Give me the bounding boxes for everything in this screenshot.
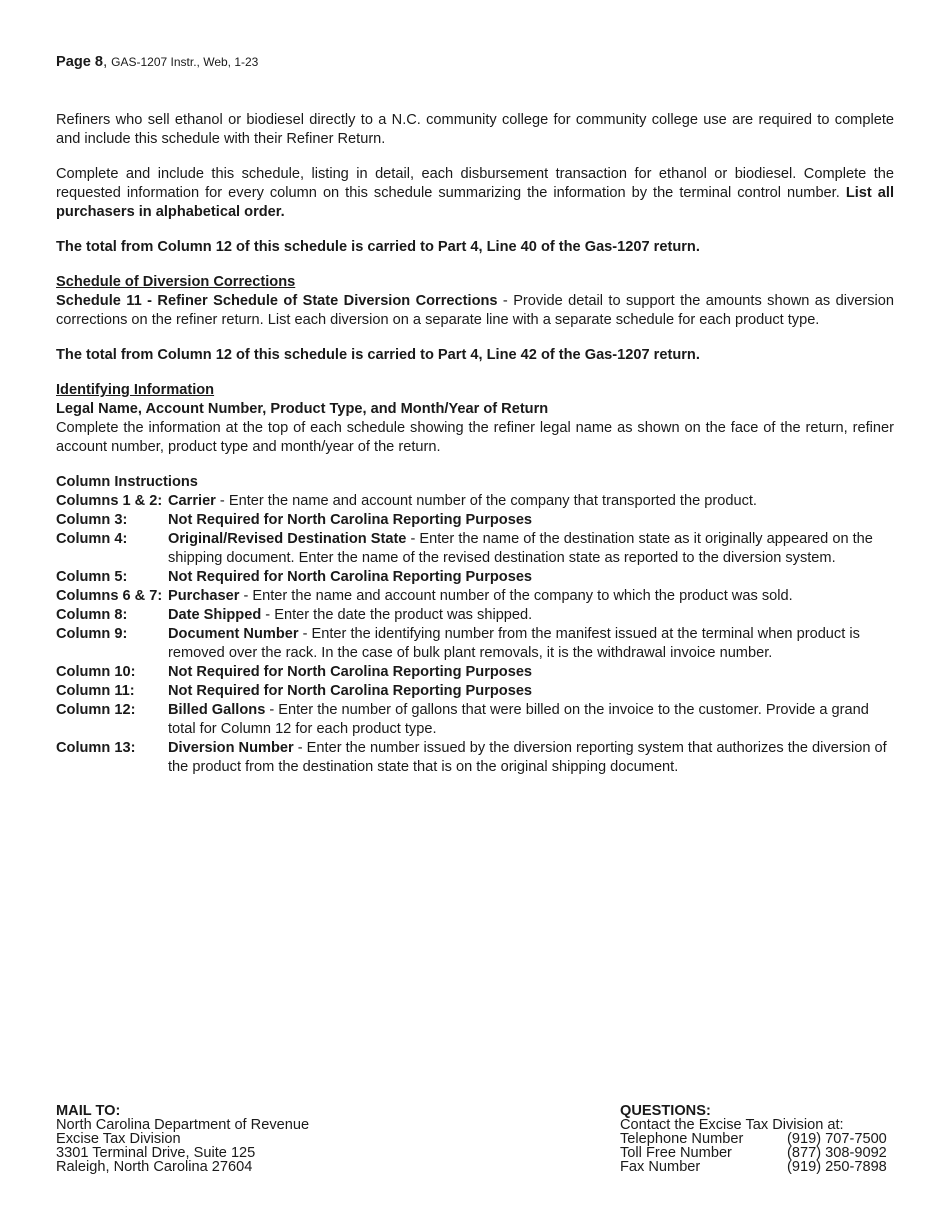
- column-row: [56, 701, 894, 739]
- mail-line: 3301 Terminal Drive, Suite 125: [56, 1145, 256, 1161]
- mail-line: Raleigh, North Carolina 27604: [56, 1159, 253, 1175]
- mail-line: Excise Tax Division: [56, 1131, 181, 1147]
- column-title: Purchaser: [168, 588, 240, 604]
- column-title: Not Required for North Carolina Reporting Purposes: [168, 569, 533, 585]
- column-title: Not Required for North Carolina Reporting Purposes: [168, 512, 533, 528]
- column-text: - Enter the name and account number of the company to which the product was sold.: [239, 588, 793, 604]
- column-row: [56, 606, 894, 625]
- column-label: Column 8:: [56, 607, 128, 623]
- column-label: Column 4:: [56, 531, 128, 547]
- mail-to-block: [56, 1104, 309, 1174]
- column-text: - Enter the date the product was shipped.: [261, 607, 533, 623]
- column-row: [56, 682, 894, 701]
- intro-paragraph-1: Refiners who sell ethanol or biodiesel directly to a N.C. community college for community college use are required to complete and include this schedule with their Refiner Return.: [56, 112, 894, 147]
- page-header: Page 8, GAS-1207 Instr., Web, 1-23: [56, 54, 259, 70]
- diversion-text: - Provide detail to support the amounts shown as diversion corrections on the refiner return. List each diversion on a separate line with a separate schedule for each product type.: [56, 293, 894, 328]
- diversion-title: Schedule 11 - Refiner Schedule of State Diversion Corrections: [56, 293, 498, 309]
- column-instructions-heading: Column Instructions: [56, 474, 198, 490]
- diversion-heading: Schedule of Diversion Corrections: [56, 274, 296, 290]
- questions-intro: Contact the Excise Tax Division at:: [620, 1117, 844, 1133]
- identifying-heading: Identifying Information: [56, 382, 215, 398]
- contact-label: Telephone Number: [620, 1131, 744, 1147]
- column-label: Columns 1 & 2:: [56, 493, 163, 509]
- instructions-body: [56, 111, 894, 777]
- column-title: Carrier: [168, 493, 216, 509]
- form-id: GAS-1207 Instr., Web, 1-23: [111, 55, 259, 69]
- contact-row: [620, 1132, 900, 1146]
- questions-block: [620, 1104, 900, 1174]
- column-title: Not Required for North Carolina Reporting Purposes: [168, 664, 533, 680]
- column-row: [56, 739, 894, 777]
- column-label: Column 11:: [56, 683, 135, 699]
- page-number: Page 8: [56, 54, 104, 70]
- questions-heading: QUESTIONS:: [620, 1103, 711, 1119]
- identifying-subheading: Legal Name, Account Number, Product Type, and Month/Year of Return: [56, 401, 549, 417]
- column-title: Date Shipped: [168, 607, 262, 623]
- column-label: Column 5:: [56, 569, 128, 585]
- column-label: Column 10:: [56, 664, 136, 680]
- mail-line: North Carolina Department of Revenue: [56, 1117, 310, 1133]
- column-title: Document Number: [168, 626, 299, 642]
- column-instructions-list: [56, 492, 894, 777]
- contact-value: (877) 308-9092: [787, 1145, 887, 1161]
- total-note-2: The total from Column 12 of this schedule is carried to Part 4, Line 42 of the Gas-1207 return.: [56, 347, 700, 363]
- column-title: Original/Revised Destination State: [168, 531, 407, 547]
- column-title: Billed Gallons: [168, 702, 266, 718]
- identifying-text: Complete the information at the top of each schedule showing the refiner legal name as shown on the face of the return, refiner account number, product type and month/year of the return.: [56, 420, 894, 455]
- contact-value: (919) 250-7898: [787, 1159, 887, 1175]
- column-row: [56, 663, 894, 682]
- column-row: [56, 492, 894, 511]
- column-row: [56, 530, 894, 568]
- diversion-paragraph: [56, 292, 894, 330]
- total-note-1: The total from Column 12 of this schedule is carried to Part 4, Line 40 of the Gas-1207 return.: [56, 239, 700, 255]
- column-text: - Enter the identifying number from the manifest issued at the terminal when product is removed over the rack. In the case of bulk plant removals, it is the withdrawal invoice number.: [168, 626, 860, 661]
- column-text: - Enter the name of the destination state as it originally appeared on the shipping document. Enter the name of the revised destination state as reported to the diversion system.: [168, 531, 873, 566]
- contact-row: [620, 1146, 900, 1160]
- column-title: Diversion Number: [168, 740, 294, 756]
- column-label: Column 9:: [56, 626, 128, 642]
- column-label: Columns 6 & 7:: [56, 588, 163, 604]
- contact-row: [620, 1160, 900, 1174]
- column-row: [56, 587, 894, 606]
- column-text: - Enter the number issued by the diversion reporting system that authorizes the diversion of the product from the destination state that is on the original shipping document.: [168, 740, 887, 775]
- column-label: Column 13:: [56, 740, 136, 756]
- mail-to-heading: MAIL TO:: [56, 1103, 121, 1119]
- column-text: - Enter the number of gallons that were billed on the invoice to the customer. Provide a grand total for Column 12 for each product type.: [168, 702, 869, 737]
- column-title: Not Required for North Carolina Reporting Purposes: [168, 683, 533, 699]
- column-row: [56, 625, 894, 663]
- column-row: [56, 511, 894, 530]
- intro-paragraph-2: [56, 165, 894, 222]
- column-text: - Enter the name and account number of the company that transported the product.: [215, 493, 757, 509]
- contact-label: Toll Free Number: [620, 1145, 732, 1161]
- column-label: Column 3:: [56, 512, 128, 528]
- contact-label: Fax Number: [620, 1159, 701, 1175]
- intro-paragraph-2-bold: List all purchasers in alphabetical order.: [56, 185, 894, 220]
- intro-paragraph-2-text: Complete and include this schedule, listing in detail, each disbursement transaction for ethanol or biodiesel. Complete the requested information for every column on this schedule summarizing the information by the terminal control number.: [56, 166, 894, 201]
- column-row: [56, 568, 894, 587]
- contact-value: (919) 707-7500: [787, 1131, 887, 1147]
- column-label: Column 12:: [56, 702, 136, 718]
